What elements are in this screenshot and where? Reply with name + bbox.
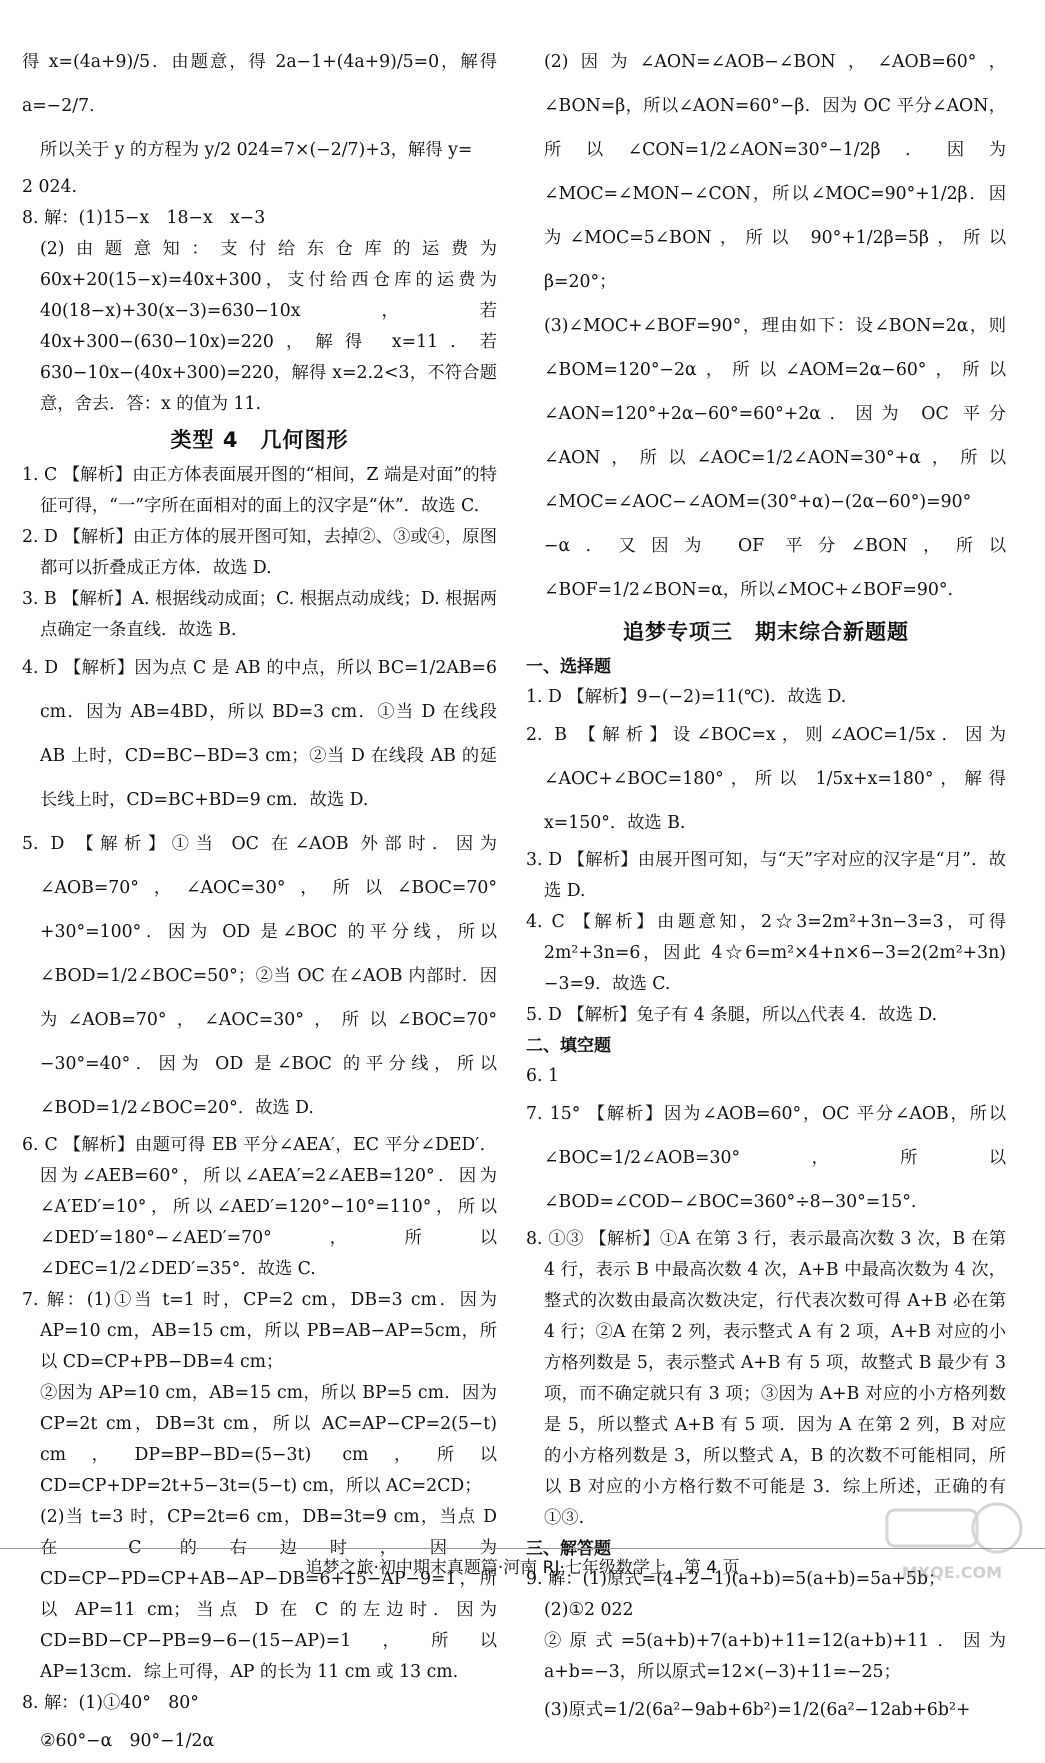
answer-paragraph: 9. 解：(1)原式=(4+2−1)(a+b)=5(a+b)=5a+5b； xyxy=(526,1569,946,1589)
answer-paragraph: 2. D 【解析】由正方体的展开图可知，去掉②、③或④，原图都可以折叠成正方体．故选 D. xyxy=(22,527,497,578)
answer-paragraph: 6. 1 xyxy=(526,1066,559,1086)
stamp-icon xyxy=(877,1500,1027,1560)
answer-paragraph: 5. D 【解析】兔子有 4 条腿，所以△代表 4．故选 D. xyxy=(526,1005,938,1025)
answer-paragraph: 所以关于 y 的方程为 y/2 024=7×(−2/7)+3，解得 y= xyxy=(40,140,473,160)
answer-paragraph: (2)因为∠AON=∠AOB−∠BON，∠AOB=60°，∠BON=β，所以∠AON=60°−β．因为 OC 平分∠AON，所以∠CON=1/2∠AON=30°−1/2β．因为∠MOC=∠MON−∠CON，所以∠MOC=90°+1/2β．因为∠MOC=5∠BON，所以 90°+1/2β=5β，所以 β=20°； xyxy=(544,52,1006,292)
subsection-title: 一、选择题 xyxy=(526,657,611,677)
answer-paragraph: 1. C 【解析】由正方体表面展开图的“相间，Z 端是对面”的特征可得，“一”字所在面相对的面上的汉字是“休”．故选 C. xyxy=(22,465,497,516)
answer-paragraph: 4. C 【解析】由题意知，2☆3=2m²+3n−3=3，可得 2m²+3n=6，因此 4☆6=m²×4+n×6−3=2(2m²+3n)−3=9．故选 C. xyxy=(526,912,1006,994)
answer-paragraph: ②原式=5(a+b)+7(a+b)+11=12(a+b)+11．因为 a+b=−3，所以原式=12×(−3)+11=−25； xyxy=(544,1631,1006,1682)
answer-paragraph: 2. B 【解析】设∠BOC=x，则∠AOC=1/5x．因为∠AOC+∠BOC=180°，所以 1/5x+x=180°，解得 x=150°．故选 B. xyxy=(526,725,1006,833)
answer-paragraph: (3)∠MOC+∠BOF=90°，理由如下：设∠BON=2α，则∠BOM=120°−2α，所以∠AOM=2α−60°，所以∠AON=120°+2α−60°=60°+2α．因为 OC 平分∠AON，所以∠AOC=1/2∠AON=30°+α，所以∠MOC=∠AOC−∠AOM=(30°+α)−(2α−60°)=90°−α．又因为 OF 平分∠BON，所以∠BOF=1/2∠BON=α，所以∠MOC+∠BOF=90°. xyxy=(544,316,1006,600)
answer-paragraph: 7. 15° 【解析】因为∠AOB=60°，OC 平分∠AOB，所以∠BOC=1/2∠AOB=30°，所以∠BOD=∠COD−∠BOC=360°÷8−30°=15°. xyxy=(526,1104,1006,1212)
answer-paragraph: ②60°−α 90°−1/2α xyxy=(40,1731,215,1751)
answer-paragraph: (2)由题意知：支付给东仓库的运费为 60x+20(15−x)=40x+300，支付给西仓库的运费为 40(18−x)+30(x−3)=630−10x，若 40x+300−(630−10x)=220，解得 x=11．若 630−10x−(40x+300)=220，解得 x=2.2<3，不符合题意，舍去．答：x 的值为 11. xyxy=(40,239,497,414)
answer-paragraph: (2)①2 022 xyxy=(544,1600,634,1620)
answer-paragraph: 6. C 【解析】由题可得 EB 平分∠AEA′，EC 平分∠DED′．因为∠AEB=60°，所以∠AEA′=2∠AEB=120°．因为∠A′ED′=10°，所以∠AED′=120°−10°=110°，所以∠DED′=180°−∠AED′=70°，所以∠DEC=1/2∠DED′=35°．故选 C. xyxy=(22,1135,497,1279)
answer-paragraph: 7. 解：(1)①当 t=1 时，CP=2 cm，DB=3 cm．因为 AP=10 cm，AB=15 cm，所以 PB=AB−AP=5cm，所以 CD=CP+PB−DB=4 cm； xyxy=(22,1290,497,1372)
watermark-text: MXQE.COM xyxy=(901,1563,1003,1582)
answer-paragraph: 3. B 【解析】A. 根据线动成面；C. 根据点动成线；D. 根据两点确定一条直线．故选 B. xyxy=(22,589,497,640)
page-footer: 追梦之旅·初中期末真题篇·河南 RJ·七年级数学上 第 4 页 xyxy=(0,1548,1045,1583)
answer-paragraph: 5. D 【解析】①当 OC 在∠AOB 外部时．因为∠AOB=70°，∠AOC=30°，所以∠BOC=70°+30°=100°．因为 OD 是∠BOC 的平分线，所以∠BOD=1/2∠BOC=50°；②当 OC 在∠AOB 内部时．因为∠AOB=70°，∠AOC=30°，所以∠BOC=70°−30°=40°．因为 OD 是∠BOC 的平分线，所以∠BOD=1/2∠BOC=20°．故选 D. xyxy=(22,834,497,1118)
section-title: 类型 4 几何图形 xyxy=(170,428,349,452)
subsection-title: 二、填空题 xyxy=(526,1036,611,1056)
answer-paragraph: 8. ①③ 【解析】①A 在第 3 行，表示最高次数 3 次，B 在第 4 行，表示 B 中最高次数 4 次，A+B 中最高次数为 4 次，整式的次数由最高次数决定，行代表次数可得 A+B 必在第 4 行；②A 在第 2 列，表示整式 A 有 2 项，A+B 对应的小方格列数是 5，表示整式 A+B 有 5 项，故整式 B 最少有 3 项，而不确定就只有 3 项；③因为 A+B 对应的小方格列数是 5，所以整式 A+B 有 5 项．因为 A 在第 2 列，B 对应的小方格列数是 3，所以整式 A，B 的次数不可能相同，所以 B 对应的小方格行数不可能是 3．综上所述，正确的有①③. xyxy=(526,1229,1006,1528)
subsection-title: 三、解答题 xyxy=(526,1539,611,1559)
answer-paragraph: (3)原式=1/2(6a²−9ab+6b²)=1/2(6a²−12ab+6b²+ xyxy=(544,1700,971,1720)
answer-paragraph: 1. D 【解析】9−(−2)=11(℃)．故选 D. xyxy=(526,687,847,707)
answer-paragraph: 8. 解：(1)15−x 18−x x−3 xyxy=(22,208,266,228)
watermark-logo xyxy=(877,1500,1027,1588)
answer-paragraph: (2)当 t=3 时，CP=2t=6 cm，DB=3t=9 cm，当点 D 在 C 的右边时，因为 CD=CP−PD=CP+AB−AP−DB=6+15−AP−9=1，所以 AP=11 cm；当点 D 在 C 的左边时．因为 CD=BD−CP−PB=9−6−(15−AP)=1，所以 AP=13cm．综上可得，AP 的长为 11 cm 或 13 cm. xyxy=(40,1507,497,1682)
answer-paragraph: 得 x=(4a+9)/5．由题意，得 2a−1+(4a+9)/5=0，解得 a=−2/7． xyxy=(22,52,497,116)
section-title: 追梦专项三 期末综合新题题 xyxy=(623,620,909,644)
answer-paragraph: ②因为 AP=10 cm，AB=15 cm，所以 BP=5 cm．因为 CP=2t cm，DB=3t cm，所以 AC=AP−CP=2(5−t) cm，DP=BP−BD=(5−3t) cm，所以 CD=CP+DP=2t+5−3t=(5−t) cm，所以 AC=2CD； xyxy=(40,1383,497,1496)
right-column xyxy=(526,40,1006,1732)
answer-paragraph: 8. 解：(1)①40° 80° xyxy=(22,1693,199,1713)
answer-paragraph: 2 024. xyxy=(22,177,77,197)
answer-paragraph: 3. D 【解析】由展开图可知，与“天”字对应的汉字是“月”．故选 D. xyxy=(526,850,1006,901)
answer-paragraph: 4. D 【解析】因为点 C 是 AB 的中点，所以 BC=1/2AB=6 cm．因为 AB=4BD，所以 BD=3 cm．①当 D 在线段 AB 上时，CD=BC−BD=3 cm；②当 D 在线段 AB 的延长线上时，CD=BC+BD=9 cm．故选 D. xyxy=(22,658,497,810)
left-column xyxy=(22,40,497,1763)
